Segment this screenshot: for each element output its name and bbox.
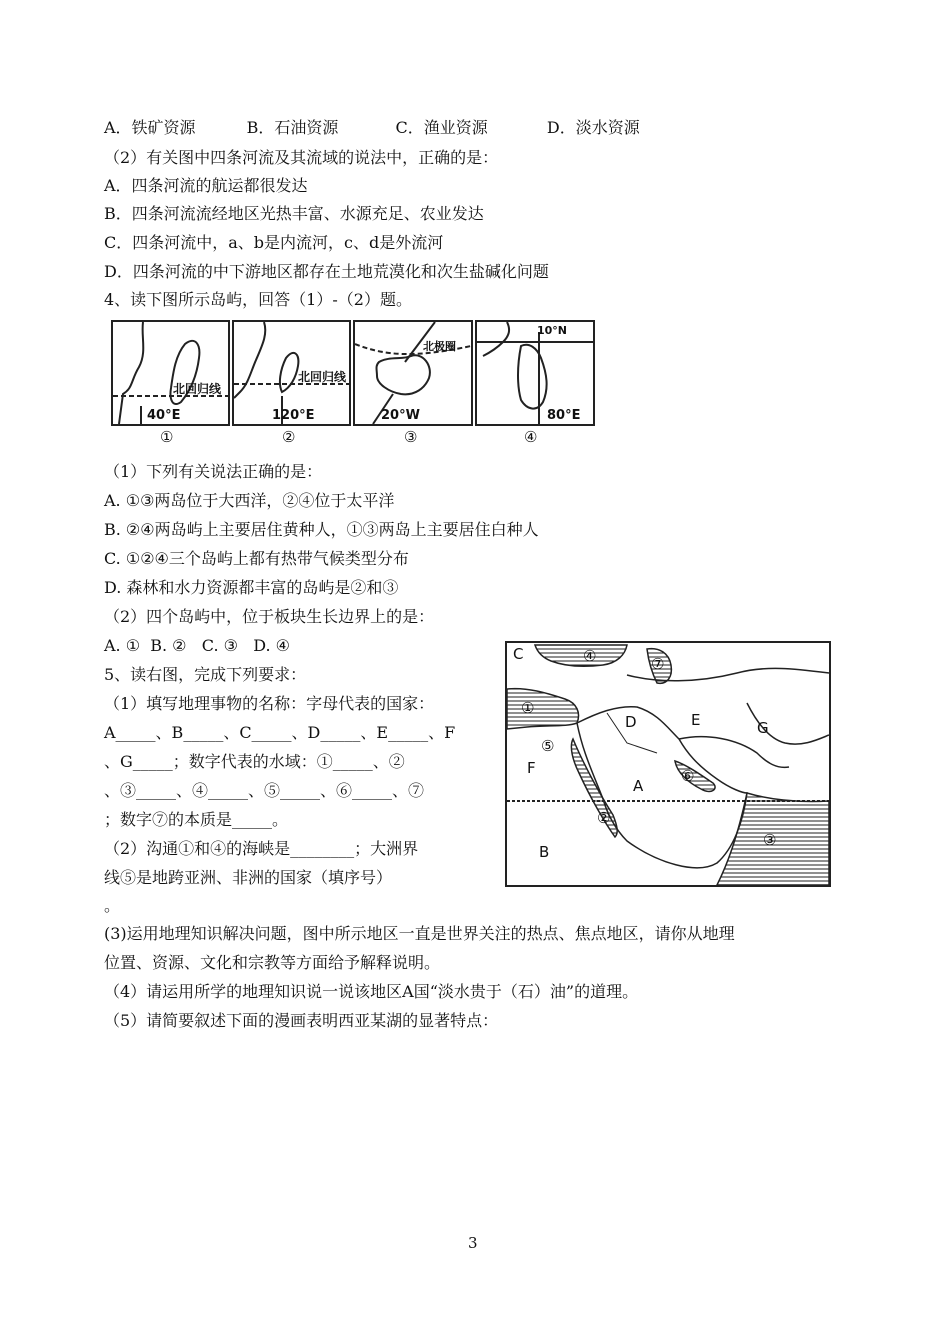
map-label-2: ② (597, 809, 611, 827)
q4-2-options: A. ① B. ② C. ③ D. ④ (104, 636, 290, 655)
q5-1-line4: 、③_____、④_____、⑤_____、⑥_____、⑦ (104, 781, 425, 800)
q3-2-stem: （2）有关图中四条河流及其流域的说法中，正确的是： (104, 148, 499, 167)
map-label-6: ⑥ (681, 767, 695, 785)
q4-1-option-c: C. ①②④三个岛屿上都有热带气候类型分布 (104, 549, 409, 568)
q3-option-d: D．淡水资源 (546, 118, 640, 137)
island-map-3 (353, 320, 473, 426)
middle-east-map-drawing (507, 643, 829, 885)
map-label-E: E (691, 711, 701, 729)
map-label-1: ① (521, 699, 535, 717)
map-label-5: ⑤ (541, 737, 555, 755)
island-map-2-caption: ② (282, 428, 296, 446)
island-map-2-line-label: 北回归线 (298, 370, 347, 384)
q5-1-line2: A_____、B_____、C_____、D_____、E_____、F (104, 723, 456, 742)
island-map-4-lon-label: 80°E (547, 408, 581, 423)
q5-stem: 5、读右图，完成下列要求： (104, 665, 307, 684)
q5-2-line2: 线⑤是地跨亚洲、非洲的国家（填序号） (104, 868, 393, 887)
q3-2-option-c: C．四条河流中，a、b是内流河，c、d是外流河 (104, 233, 444, 252)
q4-1-option-d: D. 森林和水力资源都丰富的岛屿是②和③ (104, 578, 399, 597)
q4-1-option-a: A. ①③两岛位于大西洋，②④位于太平洋 (104, 491, 395, 510)
middle-east-map (505, 641, 831, 887)
q4-stem: 4、读下图所示岛屿，回答（1）-（2）题。 (104, 290, 412, 309)
map-label-A: A (633, 777, 644, 795)
q4-1-stem: （1）下列有关说法正确的是： (104, 462, 323, 481)
page-number: 3 (468, 1234, 478, 1252)
map-label-G: G (757, 719, 769, 737)
q5-2-line1: （2）沟通①和④的海峡是________；大洲界 (104, 839, 419, 858)
map-label-D: D (625, 713, 637, 731)
island-map-3-lon-label: 20°W (381, 408, 420, 423)
island-map-2-lon-label: 120°E (272, 408, 315, 423)
q5-3-line1: (3)运用地理知识解决问题，图中所示地区一直是世界关注的热点、焦点地区，请你从地理 (104, 924, 735, 943)
q3-option-a: A．铁矿资源 (104, 118, 196, 137)
island-map-4-line-label: 10°N (537, 324, 568, 337)
q5-4: （4）请运用所学的地理知识说一说该地区A国“淡水贵于（石）油”的道理。 (104, 982, 639, 1001)
q4-2-stem: （2）四个岛屿中，位于板块生长边界上的是： (104, 607, 435, 626)
island-map-4 (475, 320, 595, 426)
map-label-4: ④ (583, 647, 597, 665)
q3-2-option-d: D．四条河流的中下游地区都存在土地荒漠化和次生盐碱化问题 (104, 262, 549, 281)
island-map-2 (232, 320, 351, 426)
q5-3-line2: 位置、资源、文化和宗教等方面给予解释说明。 (104, 953, 441, 972)
island-map-1 (111, 320, 230, 426)
island-map-3-line-label: 北极圈 (423, 340, 456, 353)
map-label-B: B (539, 843, 550, 861)
q4-1-option-b: B. ②④两岛屿上主要居住黄种人，①③两岛上主要居住白种人 (104, 520, 539, 539)
map-label-7: ⑦ (651, 655, 665, 673)
q5-2-line3: 。 (104, 896, 121, 915)
island-map-4-caption: ④ (524, 428, 538, 446)
q3-option-b: B．石油资源 (246, 118, 339, 137)
q3-options-row (104, 116, 640, 140)
q3-2-option-a: A．四条河流的航运都很发达 (104, 176, 308, 195)
q3-option-c: C．渔业资源 (395, 118, 488, 137)
island-map-1-lon-label: 40°E (147, 408, 181, 423)
map-label-F: F (527, 759, 536, 777)
island-map-1-line-label: 北回归线 (173, 382, 222, 396)
island-map-3-caption: ③ (404, 428, 418, 446)
island-map-1-caption: ① (160, 428, 174, 446)
q5-1-line1: （1）填写地理事物的名称：字母代表的国家： (104, 694, 435, 713)
map-label-C: C (513, 645, 524, 663)
map-label-3: ③ (763, 831, 777, 849)
q5-1-line3: 、G_____；数字代表的水域：①_____、② (104, 752, 405, 771)
q5-5: （5）请简要叙述下面的漫画表明西亚某湖的显著特点： (104, 1011, 499, 1030)
q5-1-line5: ；数字⑦的本质是_____。 (104, 810, 289, 829)
q3-2-option-b: B．四条河流流经地区光热丰富、水源充足、农业发达 (104, 204, 484, 223)
